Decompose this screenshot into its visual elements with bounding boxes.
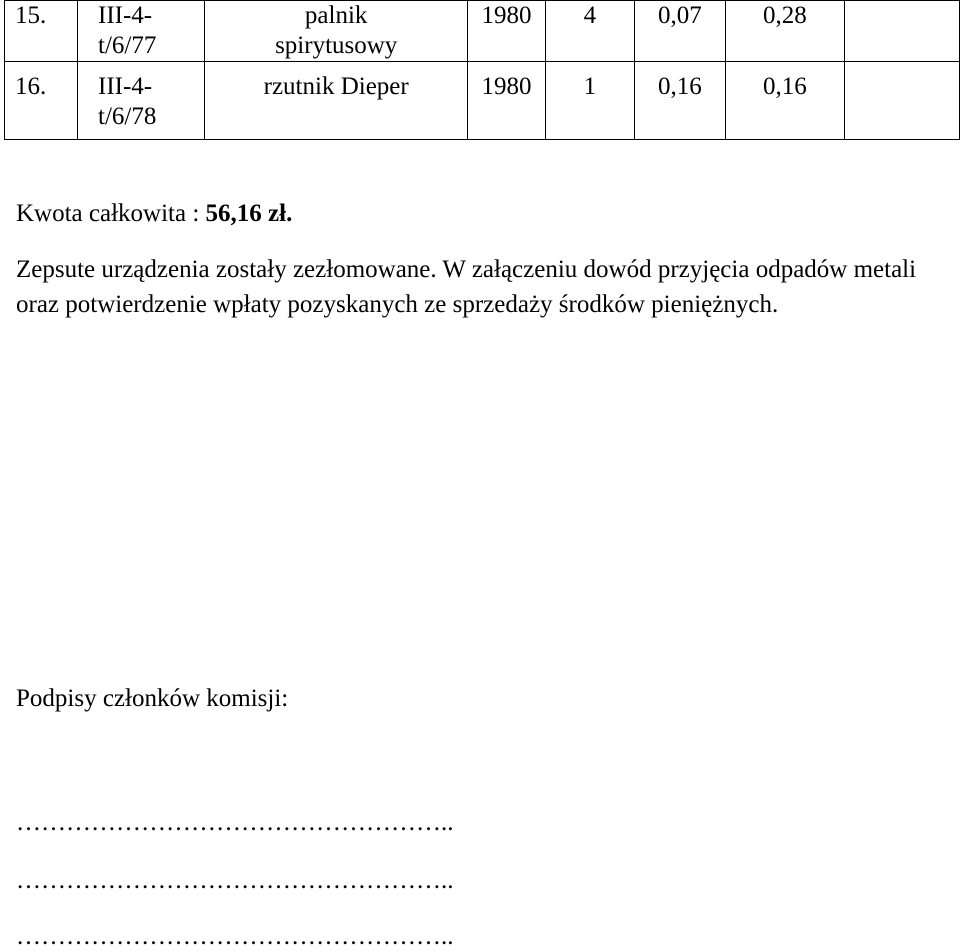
- unit-value-cell: 0,16: [634, 62, 725, 140]
- signatures-label: Podpisy członków komisji:: [16, 685, 289, 712]
- table-row: [5, 62, 960, 140]
- inventory-number-line: t/6/78: [98, 103, 157, 130]
- empty-cell: [844, 1, 959, 62]
- signature-line: ……………………………………………..: [16, 867, 454, 894]
- year-cell: 1980: [467, 1, 545, 62]
- inventory-table: [4, 0, 960, 140]
- total-value-cell: 0,28: [726, 1, 845, 62]
- scrapping-note-paragraph: Zepsute urządzenia zostały zezłomowane. W załączeniu dowód przyjęcia odpadów metali oraz potwierdzenie wpłaty pozyskanych ze sprzedaży środków pieniężnych.: [16, 256, 917, 318]
- total-amount-line: [16, 197, 292, 231]
- item-name-cell: [205, 1, 467, 62]
- year-cell: 1980: [467, 62, 545, 140]
- total-label: Kwota całkowita :: [16, 200, 206, 227]
- row-number: 15.: [5, 1, 78, 62]
- item-name-cell: [205, 62, 467, 140]
- inventory-number-line: III-4-: [98, 2, 153, 29]
- inventory-number-line: t/6/77: [98, 32, 157, 59]
- inventory-number-cell: [78, 62, 205, 140]
- inventory-number-line: III-4-: [98, 73, 153, 100]
- signature-line: ……………………………………………..: [16, 809, 454, 836]
- table-row: [5, 1, 960, 62]
- item-name-line: spirytusowy: [275, 32, 398, 59]
- quantity-cell: 1: [546, 62, 635, 140]
- signature-line: ……………………………………………..: [16, 923, 454, 950]
- inventory-number-cell: [78, 1, 205, 62]
- total-amount: 56,16 zł.: [205, 200, 293, 227]
- unit-value-cell: 0,07: [634, 1, 725, 62]
- quantity-cell: 4: [546, 1, 635, 62]
- row-number: 16.: [5, 62, 78, 140]
- item-name-line: palnik: [304, 2, 368, 29]
- item-name-line: rzutnik Dieper: [263, 73, 409, 100]
- empty-cell: [844, 62, 959, 140]
- total-value-cell: 0,16: [726, 62, 845, 140]
